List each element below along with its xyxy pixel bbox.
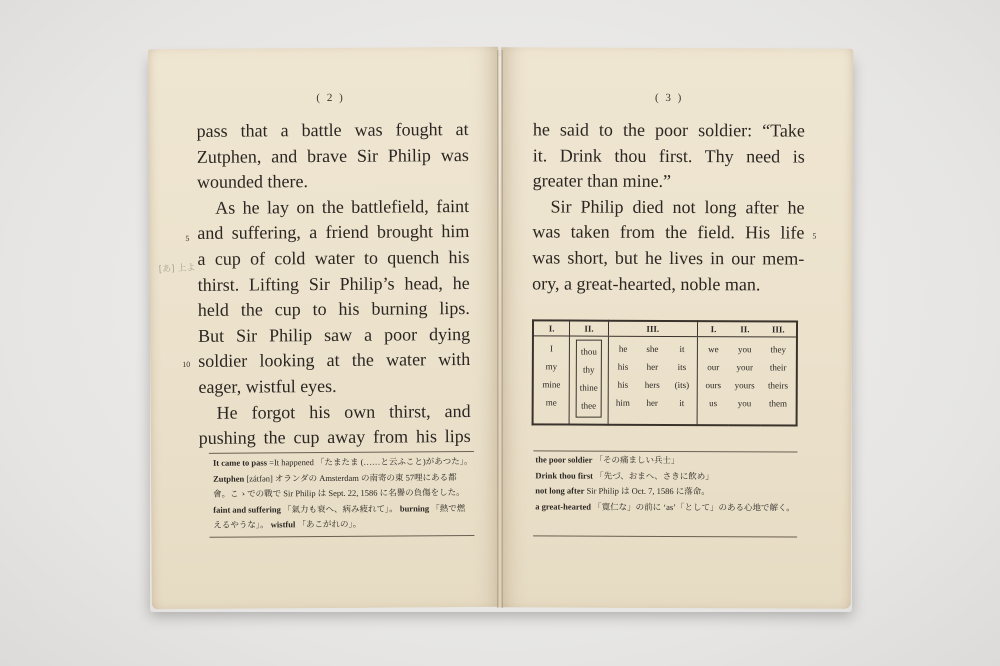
pronoun: you <box>738 344 752 355</box>
pronoun: I <box>550 343 554 354</box>
pronoun: her <box>646 397 658 408</box>
pronoun: thy <box>583 364 595 375</box>
text-line: a cup of cold water to quench his <box>197 246 470 269</box>
table-header-row <box>533 320 797 337</box>
text-line: eager, wistful eyes. <box>198 375 337 397</box>
note-gloss: [zátfən] オランダの Amsterdam の南寄の東 57哩にある都會。こゝでの戰で Sir Philip は Sept. 22, 1586 に名譽の負傷をした。 <box>213 471 465 499</box>
note-term: a great-hearted <box>535 500 592 512</box>
table-row <box>533 336 797 426</box>
pronoun: his <box>617 361 629 372</box>
body-text <box>532 117 805 297</box>
pronoun: my <box>545 361 558 372</box>
text-line: thirst. Lifting Sir Philip’s head, he <box>197 272 470 295</box>
page-number: ( 2 ) <box>316 91 345 105</box>
table-header: II. <box>729 321 761 337</box>
pronoun: (its) <box>674 379 690 391</box>
table-header: I. <box>533 320 570 336</box>
text-line: But Sir Philip saw a poor dying <box>197 323 471 346</box>
line-number: 10 <box>182 359 191 369</box>
pronoun: hers <box>644 379 660 390</box>
pronoun: it <box>679 398 685 409</box>
pronoun: his <box>617 379 629 390</box>
text-line: Zutphen, and brave Sir Philip was <box>196 144 469 167</box>
text-line: wounded there. <box>196 171 309 193</box>
table-header: I. <box>697 321 729 337</box>
line-number: 5 <box>812 231 817 241</box>
table-cell <box>697 337 729 426</box>
note-gloss: 「氣力も衰へ、病み疲れて」。 <box>282 502 398 514</box>
pronoun: they <box>770 344 786 355</box>
footnote-rule-bottom <box>533 535 797 537</box>
pronoun: you <box>737 398 752 409</box>
page-number: ( 3 ) <box>654 91 684 105</box>
left-page <box>148 47 502 609</box>
note-term: the poor soldier <box>535 454 593 465</box>
note-gloss: 「その痛ましい兵士」 <box>594 454 680 466</box>
text-line: he said to the poor soldier: “Take <box>532 119 805 141</box>
text-line: pass that a battle was fought at <box>196 118 469 141</box>
text-line: held the cup to his burning lips. <box>197 298 470 321</box>
note-gloss: =It happened 「たまたま (……と云ふこと)があつた」。 <box>269 455 473 468</box>
right-page <box>499 47 853 609</box>
note-term: faint and suffering <box>213 503 281 515</box>
pronoun: him <box>615 397 630 408</box>
table-cell <box>760 337 797 426</box>
pronoun: their <box>769 362 787 373</box>
line-number: 5 <box>185 233 190 243</box>
pronoun: us <box>709 398 718 409</box>
text-line: soldier looking at the water with <box>198 349 471 372</box>
text-line: was taken from the field. His life <box>532 221 805 243</box>
table-header: II. <box>570 321 609 337</box>
pronoun: me <box>545 397 557 408</box>
footnote-line <box>535 483 803 500</box>
text-line: Sir Philip died not long after he <box>550 196 805 218</box>
note-gloss: 「先づ、おまへ、さきに飲め」 <box>595 470 714 481</box>
pronoun: our <box>707 362 720 373</box>
footnote-line <box>535 468 803 485</box>
table-cell <box>729 337 761 426</box>
note-term: It came to pass <box>212 457 268 468</box>
note-gloss: Sir Philip は Oct. 7, 1586 に落命。 <box>586 485 710 497</box>
table-cell <box>608 336 697 425</box>
pronoun: it <box>679 344 685 355</box>
body-text <box>197 117 471 452</box>
table-cell <box>533 336 570 425</box>
note-gloss: 「寛仁な」の前に ‘as’「として」のある心地で解く。 <box>593 501 795 513</box>
pronoun: theirs <box>768 380 789 391</box>
footnote-line <box>535 499 803 516</box>
note-gloss: 「あこがれの」。 <box>297 518 362 530</box>
pronoun: her <box>646 361 659 372</box>
table-cell <box>569 336 608 425</box>
text-line: and suffering, a friend brought him <box>197 221 470 244</box>
table-header: III. <box>608 321 697 337</box>
text-line: was short, but he lives in our mem- <box>532 247 805 269</box>
pronoun: your <box>736 362 753 373</box>
footnote-rule-bottom <box>209 535 474 538</box>
text-line: greater than mine.” <box>532 170 672 192</box>
margin-pencil-note: [あ] 上よ <box>158 262 196 276</box>
pronoun: thee <box>581 400 597 411</box>
pronoun: them <box>768 398 788 409</box>
pronoun-table <box>532 319 798 426</box>
table-header: III. <box>761 321 797 337</box>
pronoun: thou <box>580 346 597 357</box>
footnotes <box>213 454 474 533</box>
text-line: pushing the cup away from his lips <box>198 426 471 449</box>
text-line: He forgot his own thirst, and <box>216 400 471 423</box>
book-spine <box>497 50 503 608</box>
pronoun: she <box>646 343 659 354</box>
boxed-pronouns <box>576 340 602 418</box>
text-line: As he lay on the battlefield, faint <box>215 195 470 218</box>
pronoun: yours <box>734 380 755 391</box>
text-line: ory, a great-hearted, noble man. <box>532 272 761 294</box>
note-gloss: 「熱で燃えるやうな」。 <box>213 502 466 530</box>
footnotes <box>535 452 803 515</box>
note-term: Zutphen <box>213 473 245 484</box>
pronoun: we <box>708 344 719 355</box>
pronoun: ours <box>705 380 722 391</box>
note-term: Drink thou first <box>535 469 594 481</box>
note-term: burning <box>399 502 430 513</box>
note-term: wistful <box>270 519 296 530</box>
pronoun: mine <box>542 379 561 390</box>
pronoun: thine <box>579 382 598 393</box>
pronoun: its <box>677 362 687 373</box>
text-line: it. Drink thou first. Thy need is <box>532 144 805 167</box>
note-term: not long after <box>535 485 585 496</box>
footnote-line <box>535 452 803 469</box>
pronoun: he <box>618 343 628 354</box>
